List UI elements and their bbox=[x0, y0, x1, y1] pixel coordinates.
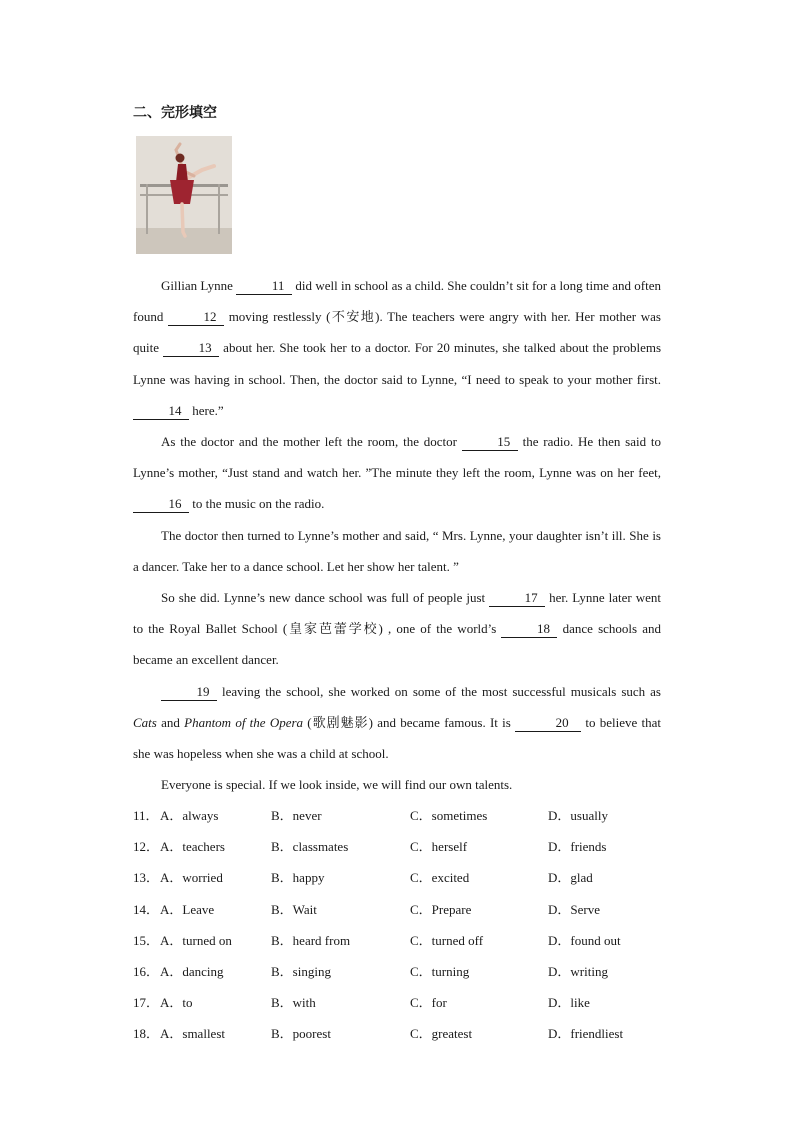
option-c[interactable]: C．greatest bbox=[410, 1026, 473, 1042]
option-b[interactable]: B．singing bbox=[271, 963, 331, 979]
question-number: 12． bbox=[133, 839, 160, 855]
passage-text: the radio. He then said to Lynne’s mother, “Just stand and watch her. ”The minute they left the room, Lynne was on her feet, bbox=[133, 434, 661, 481]
question-row-18 bbox=[133, 1018, 673, 1049]
paragraph-6: Everyone is special. If we look inside, we will find our own talents. bbox=[161, 777, 513, 793]
paragraph-1 bbox=[133, 270, 661, 426]
passage-text: (歌剧魅影) and became famous. It is bbox=[303, 714, 516, 730]
passage-text: As the doctor and the mother left the room, the doctor bbox=[161, 434, 462, 450]
question-row-14 bbox=[133, 894, 673, 925]
passage-text: about her. She took her to a doctor. For 20 minutes, she talked about the problems Lynne was having in school. Then, the doctor said to Lynne, “I need to speak to your mother first. bbox=[133, 340, 662, 387]
option-d[interactable]: D．Serve bbox=[548, 901, 600, 917]
paragraph-5 bbox=[133, 676, 661, 770]
question-number: 17． bbox=[133, 995, 160, 1011]
blank-18[interactable]: 18 bbox=[501, 621, 557, 638]
passage bbox=[133, 270, 661, 800]
question-row-13 bbox=[133, 862, 673, 893]
option-d[interactable]: D．like bbox=[548, 995, 590, 1011]
blank-16[interactable]: 16 bbox=[133, 496, 189, 513]
passage-text: and bbox=[156, 714, 185, 730]
passage-text: moving restlessly (不安地). The teachers were angry with her. Her mother was quite bbox=[133, 309, 661, 356]
option-d[interactable]: D．usually bbox=[548, 808, 608, 823]
blank-20[interactable]: 20 bbox=[515, 715, 581, 732]
option-a[interactable]: A．Leave bbox=[160, 901, 215, 917]
question-row-16 bbox=[133, 956, 673, 987]
option-a[interactable]: A．always bbox=[160, 808, 219, 823]
passage-text: dance schools and became an excellent dancer. bbox=[133, 621, 661, 668]
passage-text: So she did. Lynne’s new dance school was full of people just bbox=[161, 590, 490, 606]
option-c[interactable]: C．excited bbox=[410, 870, 470, 886]
question-number: 15． bbox=[133, 932, 160, 948]
option-b[interactable]: B．never bbox=[271, 808, 322, 823]
option-c[interactable]: C．sometimes bbox=[410, 808, 488, 823]
question-row-17 bbox=[133, 987, 673, 1018]
blank-13[interactable]: 13 bbox=[163, 340, 219, 357]
passage-text: to the music on the radio. bbox=[189, 496, 325, 512]
blank-15[interactable]: 15 bbox=[462, 434, 518, 451]
question-number: 13． bbox=[133, 870, 160, 886]
paragraph-2 bbox=[133, 426, 661, 520]
question-number: 11． bbox=[133, 808, 159, 823]
option-a[interactable]: A．smallest bbox=[160, 1026, 225, 1042]
question-number: 18． bbox=[133, 1026, 160, 1042]
blank-17[interactable]: 17 bbox=[489, 590, 545, 607]
option-a[interactable]: A．turned on bbox=[160, 932, 232, 948]
option-b[interactable]: B．heard from bbox=[271, 932, 351, 948]
option-b[interactable]: B．with bbox=[271, 995, 316, 1011]
musical-title: Cats bbox=[133, 714, 157, 730]
question-number: 14． bbox=[133, 901, 160, 917]
option-c[interactable]: C．Prepare bbox=[410, 901, 472, 917]
option-b[interactable]: B．Wait bbox=[271, 901, 317, 917]
question-row-11 bbox=[133, 800, 673, 831]
blank-11[interactable]: 11 bbox=[236, 278, 292, 295]
option-a[interactable]: A．dancing bbox=[160, 963, 224, 979]
paragraph-4 bbox=[133, 582, 661, 676]
question-row-15 bbox=[133, 925, 673, 956]
question-row-12 bbox=[133, 831, 673, 862]
passage-text: to believe that she was hopeless when she was a child at school. bbox=[133, 714, 661, 762]
section-title: 二、完形填空 bbox=[133, 105, 217, 121]
blank-19[interactable]: 19 bbox=[161, 684, 217, 701]
ballerina-illustration bbox=[136, 136, 232, 254]
option-b[interactable]: B．poorest bbox=[271, 1026, 331, 1042]
passage-text: leaving the school, she worked on some of the most successful musicals such as bbox=[217, 683, 661, 699]
option-d[interactable]: D．writing bbox=[548, 963, 608, 979]
blank-14[interactable]: 14 bbox=[133, 403, 189, 420]
option-c[interactable]: C．turned off bbox=[410, 932, 484, 948]
paragraph-3: The doctor then turned to Lynne’s mother and said, “ Mrs. Lynne, your daughter isn’t ill. She is a dancer. Take her to a dance school. Let her show her talent. ” bbox=[133, 527, 661, 574]
option-d[interactable]: D．found out bbox=[548, 932, 621, 948]
option-c[interactable]: C．turning bbox=[410, 963, 470, 979]
option-b[interactable]: B．happy bbox=[271, 870, 325, 886]
question-options bbox=[133, 800, 673, 1050]
option-c[interactable]: C．for bbox=[410, 995, 447, 1011]
musical-title: Phantom of the Opera bbox=[184, 714, 304, 730]
option-d[interactable]: D．friendliest bbox=[548, 1026, 624, 1042]
option-b[interactable]: B．classmates bbox=[271, 839, 349, 855]
option-d[interactable]: D．glad bbox=[548, 870, 593, 886]
passage-text: her. Lynne later went to the Royal Ballet School (皇家芭蕾学校) , one of the world’s bbox=[133, 590, 661, 637]
option-d[interactable]: D．friends bbox=[548, 839, 607, 855]
ballerina-photo bbox=[136, 136, 232, 254]
passage-text: did well in school as a child. She couldn’t sit for a long time and often found bbox=[133, 278, 661, 325]
option-a[interactable]: A．worried bbox=[160, 870, 223, 886]
option-a[interactable]: A．teachers bbox=[160, 839, 225, 855]
question-number: 16． bbox=[133, 963, 160, 979]
option-a[interactable]: A．to bbox=[160, 995, 193, 1011]
passage-text: Gillian Lynne bbox=[161, 278, 237, 293]
option-c[interactable]: C．herself bbox=[410, 839, 468, 855]
passage-text: here.” bbox=[189, 402, 224, 418]
blank-12[interactable]: 12 bbox=[168, 309, 224, 326]
